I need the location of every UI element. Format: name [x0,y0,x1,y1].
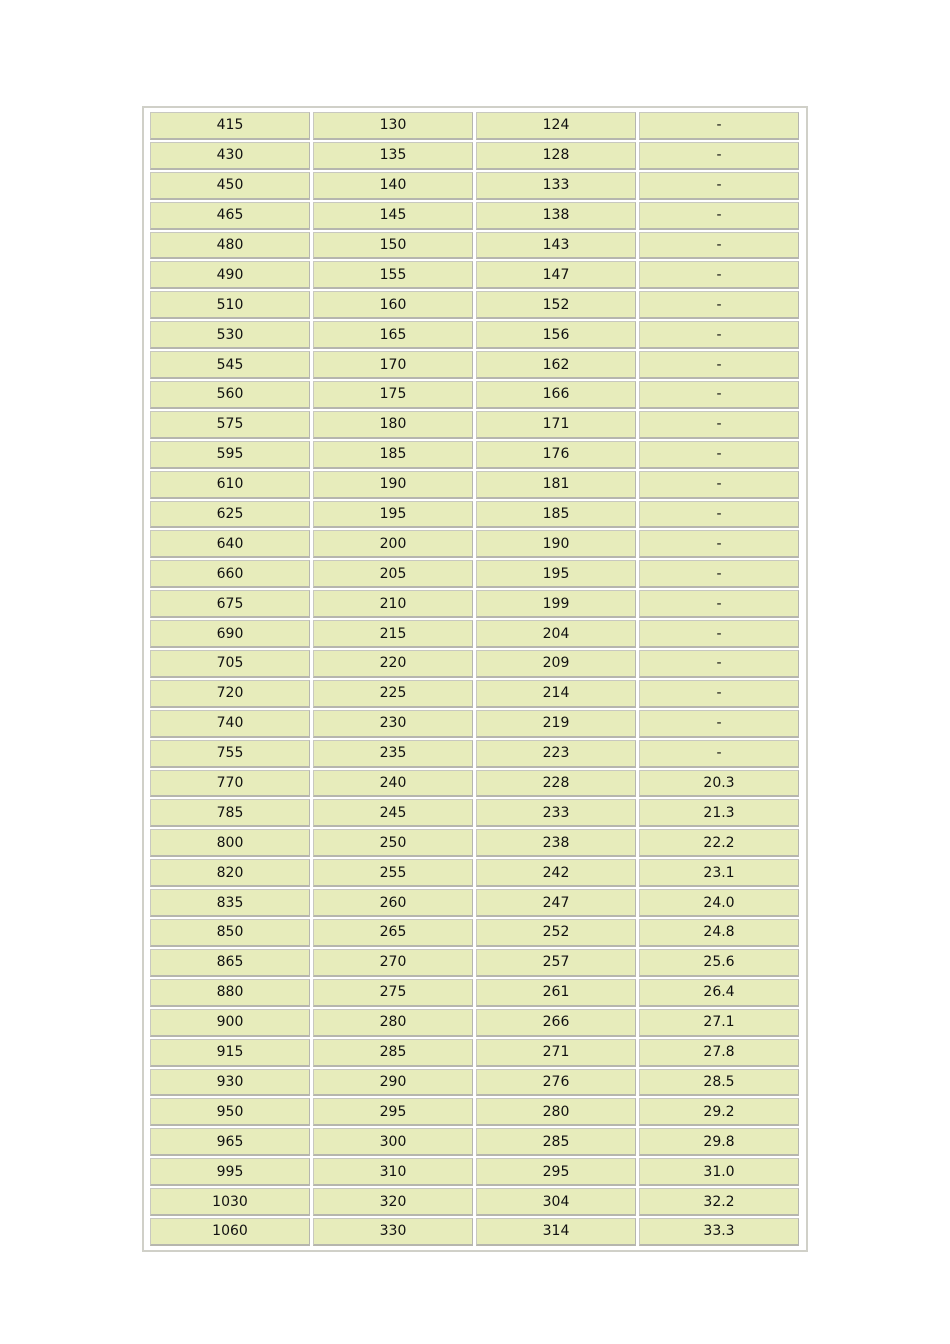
table-cell: 785 [150,799,310,827]
table-row [150,1039,799,1067]
table-cell: 160 [313,291,473,319]
table-cell: 138 [476,202,636,230]
table-cell: 195 [476,560,636,588]
table-cell: 185 [476,501,636,529]
table-cell: 415 [150,112,310,140]
table-cell: - [639,740,799,768]
table-cell: 261 [476,979,636,1007]
table-cell: 145 [313,202,473,230]
table-cell: 147 [476,261,636,289]
table-row [150,829,799,857]
table-row [150,1128,799,1156]
table-cell: 755 [150,740,310,768]
table-cell: 27.8 [639,1039,799,1067]
table-cell: 900 [150,1009,310,1037]
table-cell: 156 [476,321,636,349]
table-cell: - [639,261,799,289]
table-cell: 214 [476,680,636,708]
table-cell: 223 [476,740,636,768]
table-cell: - [639,291,799,319]
table-cell: 32.2 [639,1188,799,1216]
table-cell: 176 [476,441,636,469]
table-row [150,740,799,768]
table-cell: 180 [313,411,473,439]
table-cell: 140 [313,172,473,200]
table-cell: 233 [476,799,636,827]
table-cell: 257 [476,949,636,977]
table-cell: - [639,142,799,170]
table-cell: 228 [476,770,636,798]
table-cell: 250 [313,829,473,857]
table-row [150,261,799,289]
table-cell: 480 [150,232,310,260]
table-body [150,112,799,1246]
table-cell: 820 [150,859,310,887]
table-row [150,291,799,319]
table-cell: 850 [150,919,310,947]
table-cell: 166 [476,381,636,409]
table-cell: 310 [313,1158,473,1186]
table-cell: - [639,112,799,140]
table-row [150,381,799,409]
table-cell: 230 [313,710,473,738]
table-cell: 24.0 [639,889,799,917]
table-cell: 1030 [150,1188,310,1216]
table-row [150,949,799,977]
table-row [150,590,799,618]
table-row [150,530,799,558]
table-row [150,710,799,738]
table-cell: 265 [313,919,473,947]
table-row [150,411,799,439]
table-cell: 133 [476,172,636,200]
table-cell: 835 [150,889,310,917]
table-cell: 255 [313,859,473,887]
table-cell: 865 [150,949,310,977]
table-cell: 880 [150,979,310,1007]
table-row [150,1069,799,1097]
table-cell: - [639,202,799,230]
table-cell: 1060 [150,1218,310,1246]
table-row [150,889,799,917]
table-row [150,770,799,798]
table-cell: - [639,620,799,648]
table-cell: 209 [476,650,636,678]
table-row [150,112,799,140]
table-cell: - [639,411,799,439]
table-cell: 260 [313,889,473,917]
table-cell: 280 [313,1009,473,1037]
table-cell: 314 [476,1218,636,1246]
table-cell: 915 [150,1039,310,1067]
table-cell: 23.1 [639,859,799,887]
table-cell: 135 [313,142,473,170]
table-cell: 235 [313,740,473,768]
table-row [150,1009,799,1037]
table-cell: 143 [476,232,636,260]
table-cell: 266 [476,1009,636,1037]
table-cell: 690 [150,620,310,648]
table-cell: 215 [313,620,473,648]
table-row [150,471,799,499]
table-cell: 31.0 [639,1158,799,1186]
table-cell: 238 [476,829,636,857]
table-cell: 450 [150,172,310,200]
table-cell: 965 [150,1128,310,1156]
table-cell: - [639,471,799,499]
table-cell: 150 [313,232,473,260]
table-cell: 165 [313,321,473,349]
table-cell: 199 [476,590,636,618]
table-cell: 280 [476,1098,636,1126]
data-table [147,110,802,1248]
table-cell: 200 [313,530,473,558]
table-cell: 575 [150,411,310,439]
table-cell: 128 [476,142,636,170]
table-cell: 252 [476,919,636,947]
table-cell: 560 [150,381,310,409]
table-row [150,620,799,648]
table-cell: 21.3 [639,799,799,827]
table-cell: 195 [313,501,473,529]
table-cell: - [639,501,799,529]
table-row [150,1098,799,1126]
table-cell: 155 [313,261,473,289]
table-cell: - [639,560,799,588]
table-cell: 204 [476,620,636,648]
table-cell: 800 [150,829,310,857]
table-cell: 181 [476,471,636,499]
table-cell: 225 [313,680,473,708]
table-cell: 490 [150,261,310,289]
table-cell: 950 [150,1098,310,1126]
table-cell: 185 [313,441,473,469]
table-row [150,1218,799,1246]
table-cell: 22.2 [639,829,799,857]
table-cell: 295 [313,1098,473,1126]
table-cell: - [639,530,799,558]
table-cell: 625 [150,501,310,529]
table-cell: 530 [150,321,310,349]
table-cell: 245 [313,799,473,827]
table-cell: 995 [150,1158,310,1186]
table-row [150,142,799,170]
table-cell: 171 [476,411,636,439]
table-cell: 170 [313,351,473,379]
table-cell: - [639,441,799,469]
table-cell: 33.3 [639,1218,799,1246]
table-cell: 210 [313,590,473,618]
table-cell: 675 [150,590,310,618]
table-cell: 220 [313,650,473,678]
table-cell: - [639,351,799,379]
table-cell: 510 [150,291,310,319]
table-cell: 595 [150,441,310,469]
table-cell: 242 [476,859,636,887]
table-cell: 270 [313,949,473,977]
table-cell: 290 [313,1069,473,1097]
table-cell: 740 [150,710,310,738]
table-row [150,351,799,379]
table-row [150,501,799,529]
table-row [150,859,799,887]
table-cell: 29.2 [639,1098,799,1126]
table-cell: - [639,172,799,200]
table-cell: 465 [150,202,310,230]
table-row [150,172,799,200]
table-cell: 175 [313,381,473,409]
table-cell: 285 [313,1039,473,1067]
table-cell: - [639,321,799,349]
table-cell: 330 [313,1218,473,1246]
table-cell: 205 [313,560,473,588]
table-cell: 190 [313,471,473,499]
table-cell: 610 [150,471,310,499]
table-cell: 295 [476,1158,636,1186]
table-cell: 162 [476,351,636,379]
table-cell: 660 [150,560,310,588]
table-cell: 124 [476,112,636,140]
table-cell: 320 [313,1188,473,1216]
table-cell: 705 [150,650,310,678]
table-cell: 545 [150,351,310,379]
table-cell: 247 [476,889,636,917]
table-cell: 152 [476,291,636,319]
table-cell: 304 [476,1188,636,1216]
table-row [150,680,799,708]
table-row [150,979,799,1007]
table-cell: 29.8 [639,1128,799,1156]
table-cell: 430 [150,142,310,170]
table-cell: 190 [476,530,636,558]
table-cell: 24.8 [639,919,799,947]
table-cell: 720 [150,680,310,708]
table-row [150,1188,799,1216]
table-row [150,441,799,469]
table-cell: 28.5 [639,1069,799,1097]
table-cell: - [639,650,799,678]
table-row [150,321,799,349]
table-cell: - [639,232,799,260]
table-cell: 271 [476,1039,636,1067]
table-cell: 26.4 [639,979,799,1007]
table-cell: 27.1 [639,1009,799,1037]
table-cell: - [639,680,799,708]
table-cell: 240 [313,770,473,798]
table-cell: - [639,710,799,738]
table-row [150,560,799,588]
table-cell: 20.3 [639,770,799,798]
table-cell: 276 [476,1069,636,1097]
table-cell: 275 [313,979,473,1007]
table-row [150,1158,799,1186]
table-cell: 285 [476,1128,636,1156]
table-cell: 640 [150,530,310,558]
table-row [150,799,799,827]
table-row [150,650,799,678]
table-cell: 770 [150,770,310,798]
table-cell: 219 [476,710,636,738]
table-cell: 300 [313,1128,473,1156]
table-cell: 130 [313,112,473,140]
table-cell: - [639,381,799,409]
table-cell: 25.6 [639,949,799,977]
table-cell: 930 [150,1069,310,1097]
table-row [150,232,799,260]
table-row [150,202,799,230]
table-cell: - [639,590,799,618]
table-row [150,919,799,947]
data-table-container [142,106,808,1252]
